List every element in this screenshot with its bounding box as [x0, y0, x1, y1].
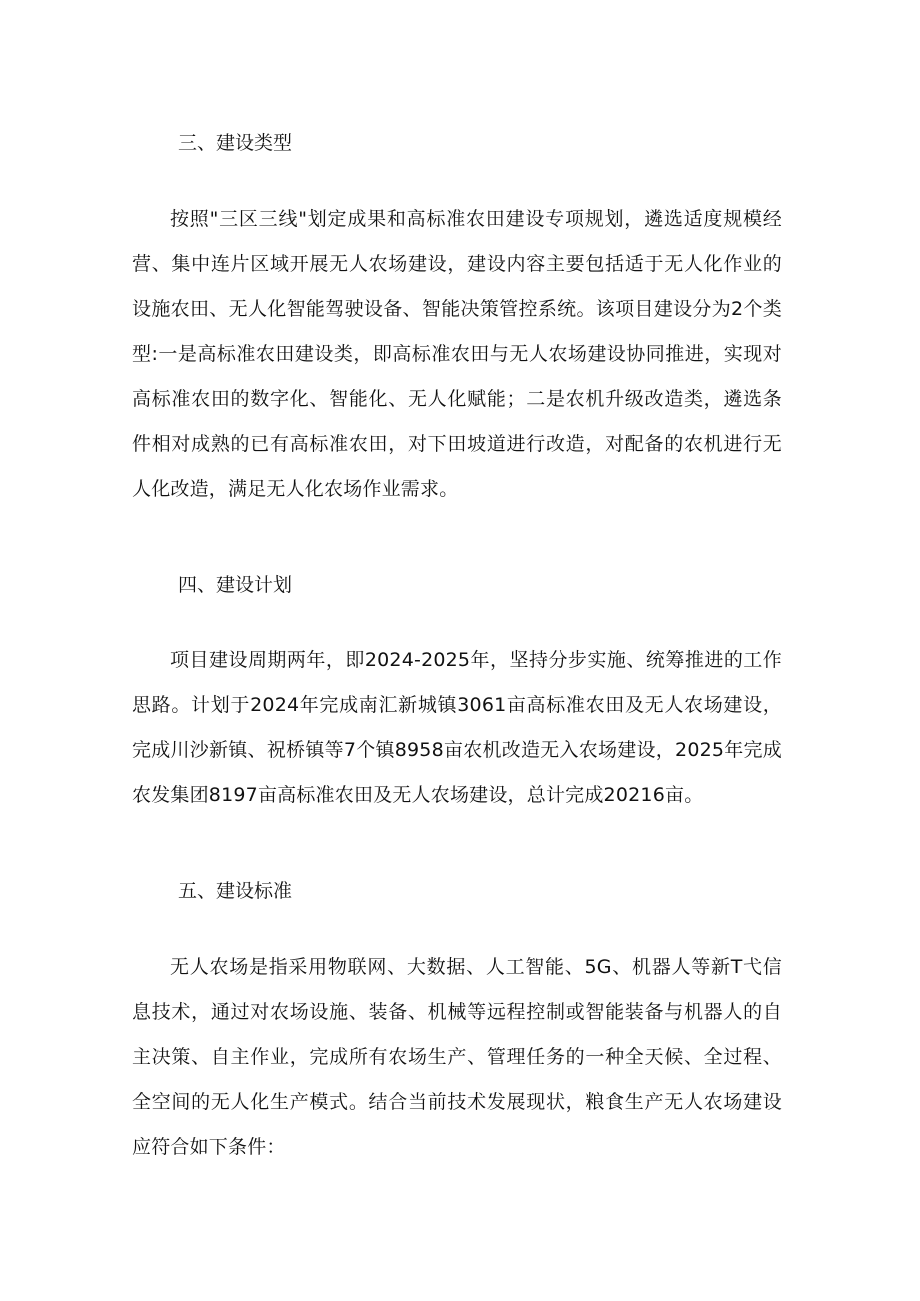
section-4-heading: 四、建设计划 [178, 574, 293, 596]
section-4-paragraph: 项目建设周期两年，即2024-2025年，坚持分步实施、统筹推进的工作思路。计划于2024年完成南汇新城镇3061亩高标准农田及无人农场建设，完成川沙新镇、祝桥镇等7个镇8958亩农机改造无入农场建设，2025年完成农发集团8197亩高标准农田及无人农场建设，总计完成20216亩。 [132, 649, 782, 806]
section-3-heading: 三、建设类型 [178, 132, 293, 154]
section-5-heading: 五、建设标准 [178, 880, 293, 902]
section-5-paragraph: 无人农场是指采用物联网、大数据、人工智能、5G、机器人等新T弋信息技术，通过对农场设施、装备、机械等远程控制或智能装备与机器人的自主决策、自主作业，完成所有农场生产、管理任务的一种全天候、全过程、全空间的无人化生产模式。结合当前技术发展现状，粮食生产无人农场建设应符合如下条件： [132, 956, 782, 1158]
section-3-paragraph: 按照"三区三线"划定成果和高标准农田建设专项规划，遴选适度规模经营、集中连片区域开展无人农场建设，建设内容主要包括适于无人化作业的设施农田、无人化智能驾驶设备、智能决策管控系统。该项目建设分为2个类型:一是高标准农田建设类，即高标准农田与无人农场建设协同推进，实现对高标准农田的数字化、智能化、无人化赋能；二是农机升级改造类，遴选条件相对成熟的已有高标准农田，对下田坡道进行改造，对配备的农机进行无人化改造，满足无人化农场作业需求。 [132, 208, 782, 500]
